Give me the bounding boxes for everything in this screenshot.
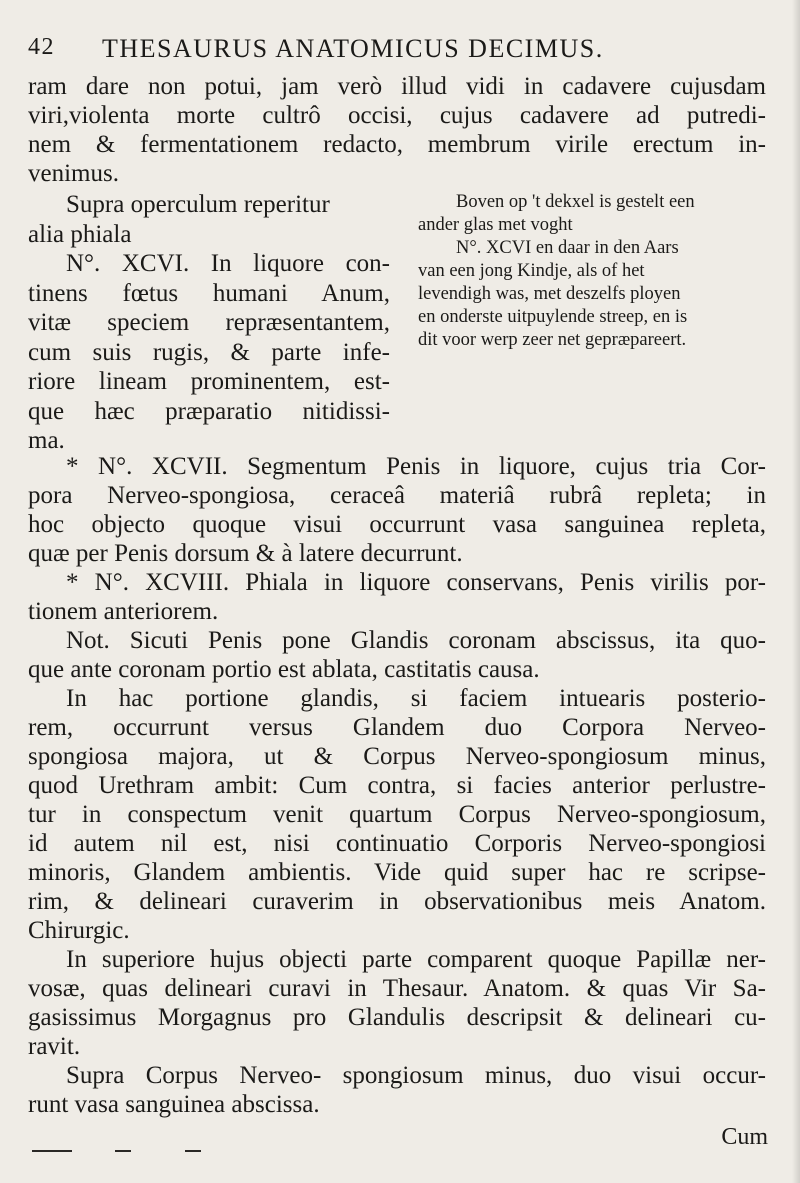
text-line: vosæ, quas delineari curavi in Thesaur. Anatom. & quas Vir Sa- (28, 975, 766, 1002)
text-line: gasissimus Morgagnus pro Glandulis descripsit & delineari cu- (28, 1004, 766, 1031)
running-head (28, 34, 770, 70)
page-edge-shadow (792, 0, 800, 1183)
main-text (28, 452, 766, 1119)
text-line: que hæc præparatio nitidissi- (28, 397, 390, 425)
text-line: levendigh was, met deszelfs ployen (418, 284, 681, 304)
text-line: venimus. (28, 160, 119, 187)
text-line: tionem anteriorem. (28, 598, 219, 625)
page-title: THESAURUS ANATOMICUS DECIMUS. (102, 34, 604, 63)
text-line: ander glas met voght (418, 215, 573, 235)
page-number: 42 (28, 34, 55, 60)
dutch-column (418, 191, 764, 352)
text-line: Boven op 't dekxel is gestelt een (456, 192, 695, 212)
text-line: id autem nil est, nisi continuatio Corporis Nerveo-spongiosi (28, 830, 766, 857)
text-line: runt vasa sanguinea abscissa. (28, 1091, 320, 1118)
text-line: N°. XCVI. In liquore con- (66, 250, 390, 277)
intro-paragraph (28, 72, 766, 188)
text-line: * N°. XCVII. Segmentum Penis in liquore, cujus tria Cor- (66, 453, 766, 480)
text-line: quæ per Penis dorsum & à latere decurrunt. (28, 540, 463, 567)
text-line: rim, & delineari curaverim in observationibus meis Anatom. (28, 888, 766, 915)
text-line: Chirurgic. (28, 917, 130, 944)
text-line: alia phiala (28, 220, 132, 248)
text-line: tinens fœtus humani Anum, (28, 279, 390, 307)
text-line: Not. Sicuti Penis pone Glandis coronam abscissus, ita quo- (66, 627, 766, 654)
text-line: Supra Corpus Nerveo- spongiosum minus, duo visui occur- (66, 1062, 766, 1089)
text-line: N°. XCVI en daar in den Aars (456, 238, 679, 258)
footer-rule-dash (185, 1150, 201, 1152)
text-line: nem & fermentationem redacto, membrum virile erectum in- (28, 131, 766, 158)
catchword: Cum (721, 1124, 768, 1150)
text-line: que ante coronam portio est ablata, castitatis causa. (28, 656, 540, 683)
latin-column (28, 190, 390, 456)
text-line: vitæ speciem repræsentantem, (28, 309, 390, 336)
text-line: en onderste uitpuylende streep, en is (418, 307, 688, 327)
text-line: riore lineam prominentem, est- (28, 368, 390, 395)
text-line: van een jong Kindje, als of het (418, 261, 645, 281)
text-line: ravit. (28, 1033, 81, 1060)
text-line: minoris, Glandem ambientis. Vide quid super hac re scripse- (28, 859, 766, 886)
text-line: Supra operculum reperitur (66, 191, 330, 218)
footer-rule (32, 1150, 72, 1152)
text-line: In hac portione glandis, si faciem intuearis posterio- (66, 685, 766, 712)
text-line: ram dare non potui, jam verò illud vidi in cadavere cujusdam (28, 73, 766, 100)
text-line: viri,violenta morte cultrô occisi, cujus cadavere ad putredi- (28, 102, 766, 129)
text-line: cum suis rugis, & parte infe- (28, 338, 390, 366)
text-line: rem, occurrunt versus Glandem duo Corpora Nerveo- (28, 714, 766, 741)
text-line: * N°. XCVIII. Phiala in liquore conservans, Penis virilis por- (66, 569, 766, 596)
text-line: In superiore hujus objecti parte comparent quoque Papillæ ner- (66, 946, 766, 973)
text-line: quod Urethram ambit: Cum contra, si facies anterior perlustre- (28, 772, 766, 799)
text-line: ma. (28, 427, 65, 454)
text-line: spongiosa majora, ut & Corpus Nerveo-spongiosum minus, (28, 743, 766, 770)
text-line: pora Nerveo-spongiosa, ceraceâ materiâ rubrâ repleta; in (28, 482, 766, 509)
footer-rule-dash (115, 1150, 131, 1152)
text-line: dit voor werp zeer net gepræpareert. (418, 330, 687, 350)
text-line: tur in conspectum venit quartum Corpus Nerveo-spongiosum, (28, 801, 766, 828)
text-line: hoc objecto quoque visui occurrunt vasa sanguinea repleta, (28, 511, 766, 538)
